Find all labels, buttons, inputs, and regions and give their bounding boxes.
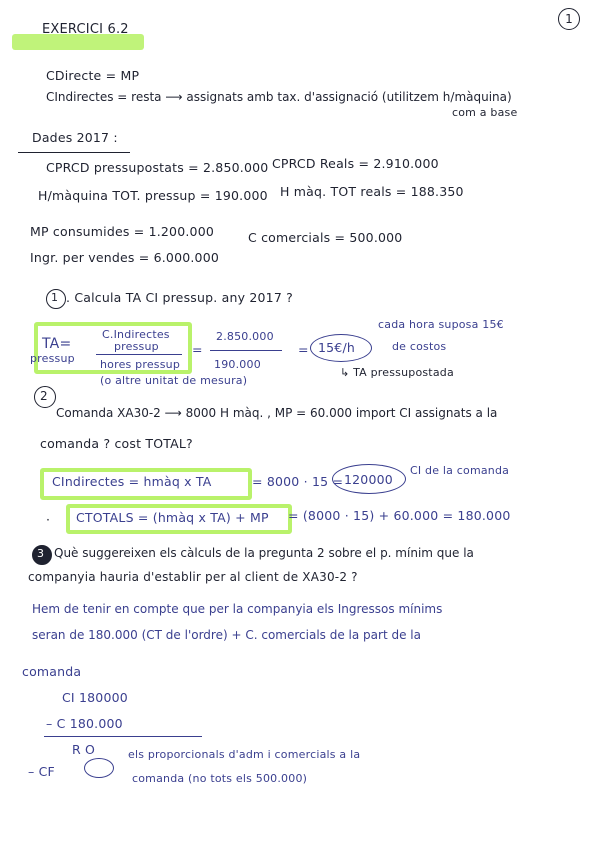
q3-calc-3: R O bbox=[72, 742, 96, 757]
q1-text: . Calcula TA CI pressup. any 2017 ? bbox=[66, 290, 293, 305]
ta-subscript: pressup bbox=[30, 352, 75, 365]
ta-fraction2-bar bbox=[210, 350, 282, 351]
q2-number: 2 bbox=[40, 389, 48, 403]
ingr-per-vendes: Ingr. per vendes = 6.000.000 bbox=[30, 250, 220, 265]
cprcd-pressupostats: CPRCD pressupostats = 2.850.000 bbox=[46, 160, 269, 175]
ta-denominator-note: (o altre unitat de mesura) bbox=[100, 374, 248, 387]
q3-number: 3 bbox=[37, 547, 45, 560]
q2-line-2: comanda ? cost TOTAL? bbox=[40, 436, 193, 451]
ta-label: TA= bbox=[42, 336, 72, 352]
q3-answer-2: seran de 180.000 (CT de l'ordre) + C. comercials de la part de la bbox=[32, 628, 421, 642]
hmaq-tot-pressup: H/màquina TOT. pressup = 190.000 bbox=[38, 188, 268, 203]
q3-calc-note-1: els proporcionals d'adm i comercials a la bbox=[128, 748, 361, 761]
q3-calc-note-2: comanda (no tots els 500.000) bbox=[132, 772, 308, 785]
q3-answer-1: Hem de tenir en compte que per la companyia els Ingressos mínims bbox=[32, 602, 443, 616]
ct-formula: CTOTALS = (hmàq x TA) + MP bbox=[76, 510, 269, 525]
q3-calc-4: – CF bbox=[28, 764, 55, 779]
ct-bullet: · bbox=[46, 512, 51, 527]
ta-denominator: hores pressup bbox=[100, 358, 181, 371]
q1-number: 1 bbox=[51, 291, 59, 304]
ci-calc: = 8000 · 15 = bbox=[252, 474, 344, 489]
ta-equals-2: = bbox=[298, 342, 309, 357]
q3-line-2: companyia hauria d'establir per al client de XA30-2 ? bbox=[28, 570, 358, 584]
q3-calc-rule bbox=[44, 736, 202, 737]
q3-cf-circle bbox=[84, 758, 114, 778]
ta-note-2: de costos bbox=[392, 340, 447, 353]
q3-line-1: Què suggereixen els càlculs de la pregunta 2 sobre el p. mínim que la bbox=[54, 546, 474, 560]
ci-formula: CIndirectes = hmàq x TA bbox=[52, 474, 212, 489]
c-comercials: C comercials = 500.000 bbox=[248, 230, 403, 245]
q3-answer-3: comanda bbox=[22, 664, 82, 679]
q2-line-1: Comanda XA30-2 ⟶ 8000 H màq. , MP = 60.000 import CI assignats a la bbox=[56, 406, 498, 420]
data-heading-underline bbox=[18, 152, 130, 153]
intro-line-1: CDirecte = MP bbox=[46, 68, 140, 83]
page-number: 1 bbox=[558, 8, 580, 30]
q3-calc-1: CI 180000 bbox=[62, 690, 128, 705]
ci-note: CI de la comanda bbox=[410, 464, 510, 477]
exercise-title: EXERCICI 6.2 bbox=[42, 22, 129, 37]
intro-line-3: com a base bbox=[452, 106, 518, 119]
ta-fraction2-num: 2.850.000 bbox=[216, 330, 274, 343]
ta-fraction2-den: 190.000 bbox=[214, 358, 261, 371]
ta-fraction-bar bbox=[96, 354, 182, 355]
ta-equals-1: = bbox=[192, 342, 203, 357]
ta-note-3: ↳ TA pressupostada bbox=[340, 366, 454, 379]
q3-calc-2: – C 180.000 bbox=[46, 716, 123, 731]
ta-numerator-sub: pressup bbox=[114, 340, 159, 353]
ct-calc: = (8000 · 15) + 60.000 = 180.000 bbox=[288, 508, 511, 523]
ci-result: 120000 bbox=[344, 472, 393, 487]
mp-consumides: MP consumides = 1.200.000 bbox=[30, 224, 214, 239]
data-heading: Dades 2017 : bbox=[32, 130, 118, 145]
ta-numerator: C.Indirectes bbox=[102, 328, 170, 341]
ta-note-1: cada hora suposa 15€ bbox=[378, 318, 504, 331]
cprcd-reals: CPRCD Reals = 2.910.000 bbox=[272, 156, 439, 171]
ta-result: 15€/h bbox=[318, 340, 355, 355]
intro-line-2: CIndirectes = resta ⟶ assignats amb tax. d'assignació (utilitzem h/màquina) bbox=[46, 90, 512, 104]
hmaq-tot-reals: H màq. TOT reals = 188.350 bbox=[280, 184, 464, 199]
